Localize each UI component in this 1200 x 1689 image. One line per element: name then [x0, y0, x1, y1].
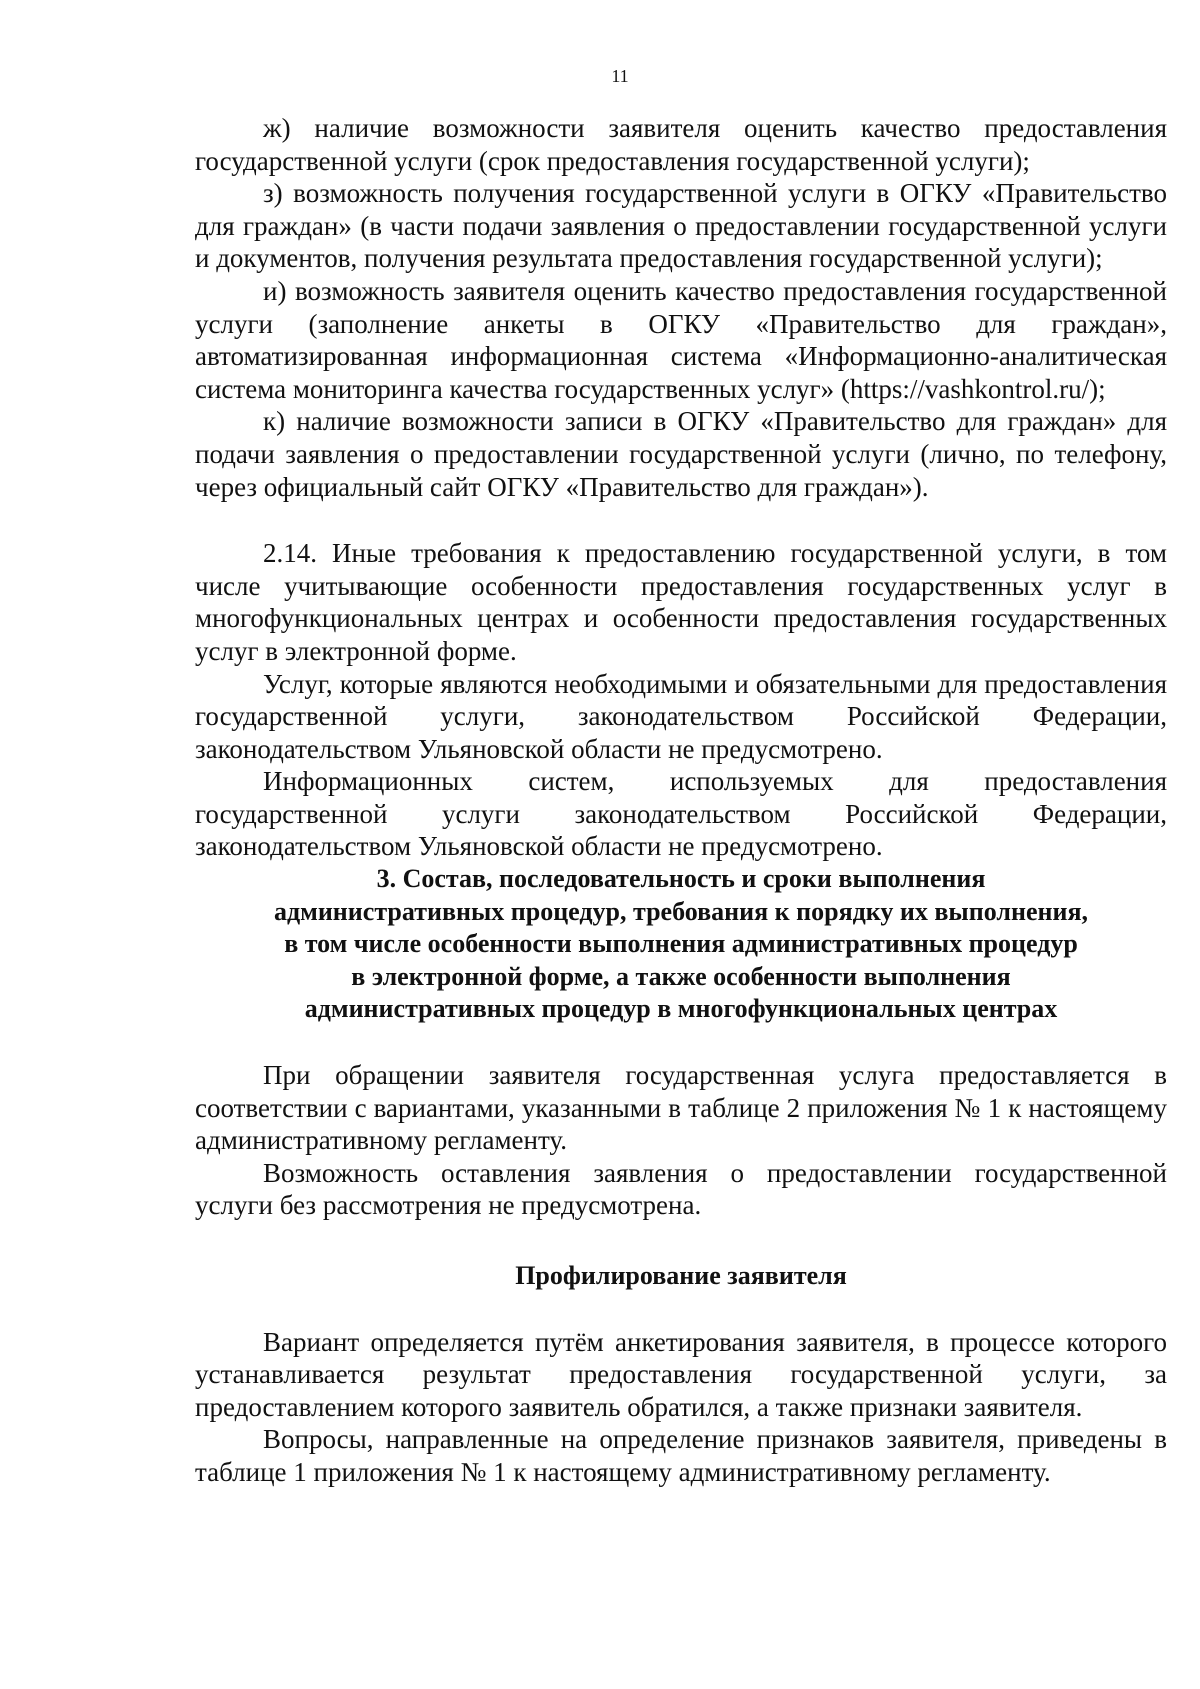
paragraph-item-k: к) наличие возможности записи в ОГКУ «Правительство для граждан» для подачи заявления о предоставлении государственной услуги (лично, по телефону, через официальный сайт ОГКУ «Правительство для граждан»). — [195, 406, 1167, 502]
paragraph-item-z: з) возможность получения государственной услуги в ОГКУ «Правительство для граждан» (в части подачи заявления о предоставлении государственной услуги и документов, получения результата предоставления государственной услуги); — [195, 178, 1167, 274]
section-3-heading-line: административных процедур в многофункциональных центрах — [304, 994, 1058, 1024]
paragraph-information-systems: Информационных систем, используемых для предоставления государственной услуги законодательством Российской Федерации, законодательством Ульяновской области не предусмотрено. — [195, 766, 1167, 862]
profiling-heading: Профилирование заявителя — [515, 1261, 847, 1290]
paragraph-item-zh: ж) наличие возможности заявителя оценить качество предоставления государственной услуги (срок предоставления государственной услуги); — [195, 113, 1167, 176]
section-3-heading-line: в том числе особенности выполнения административных процедур — [284, 929, 1078, 959]
document-body — [195, 112, 1167, 1489]
paragraph-item-i: и) возможность заявителя оценить качество предоставления государственной услуги (заполнение анкеты в ОГКУ «Правительство для граждан», автоматизированная информационная система «Информационно-аналитическая система мониторинга качества государственных услуг» (https://vashkontrol.ru/); — [195, 275, 1167, 404]
page-number: 11 — [611, 66, 629, 86]
paragraph-services: Услуг, которые являются необходимыми и обязательными для предоставления государственной услуги, законодательством Российской Федерации, законодательством Ульяновской области не предусмотрено. — [195, 668, 1167, 764]
paragraph-2-14: 2.14. Иные требования к предоставлению государственной услуги, в том числе учитывающие особенности предоставления государственных услуг в многофункциональных центрах и особенности предоставления государственных услуг в электронной форме. — [195, 538, 1167, 666]
section-3-heading-line: административных процедур, требования к порядку их выполнения, — [273, 896, 1089, 926]
paragraph-variants: При обращении заявителя государственная услуга предоставляется в соответствии с вариантами, указанными в таблице 2 приложения № 1 к настоящему административному регламенту. — [195, 1060, 1167, 1156]
paragraph-profiling-variant: Вариант определяется путём анкетирования заявителя, в процессе которого устанавливается результат предоставления государственной услуги, за предоставлением которого заявитель обратился, а также признаки заявителя. — [195, 1326, 1167, 1422]
section-3-heading-line: 3. Состав, последовательность и сроки выполнения — [376, 864, 986, 894]
section-3-heading — [195, 863, 1167, 1026]
paragraph-profiling-questions: Вопросы, направленные на определение признаков заявителя, приведены в таблице 1 приложения № 1 к настоящему административному регламенту. — [195, 1424, 1167, 1487]
paragraph-no-review: Возможность оставления заявления о предоставлении государственной услуги без рассмотрения не предусмотрена. — [195, 1157, 1167, 1221]
section-3-heading-line: в электронной форме, а также особенности выполнения — [351, 961, 1011, 991]
